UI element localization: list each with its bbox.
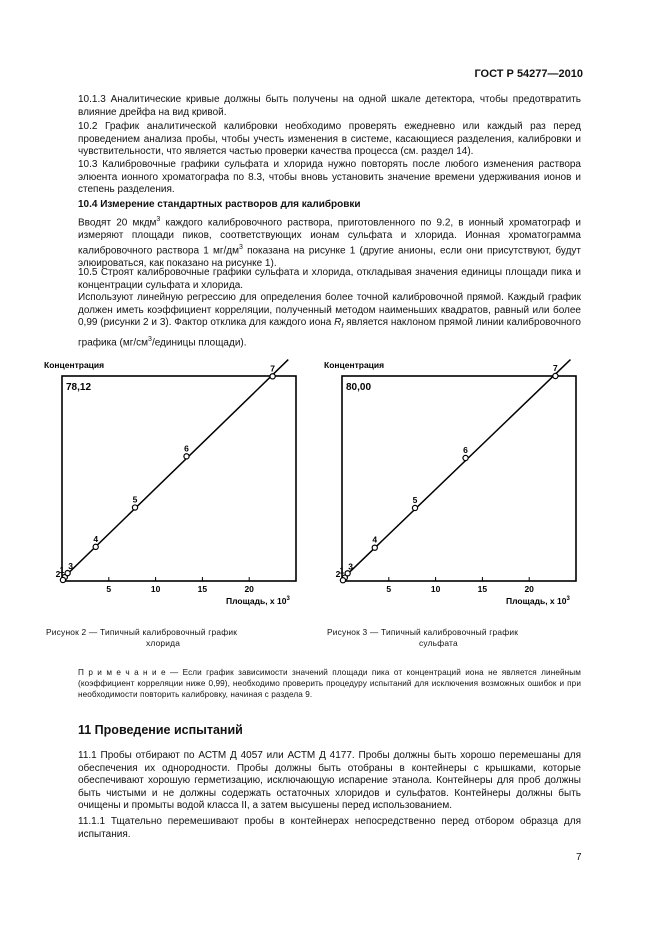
data-label-7: 7 [270, 363, 275, 374]
data-point-7 [553, 373, 558, 378]
paragraph-10-5: 10.5 Строят калибровочные графики сульфата и хлорида, откладывая значения единицы площади пика и концентрации сульфата и хлорида. [78, 267, 581, 291]
data-point-4 [372, 545, 377, 550]
paragraph-10-4: Вводят 20 мкдм$^3$ каждого калибровочного раствора, приготовленного по 9.2, в ионный хроматограф и измеряют площади пиков, соответствующих ионам сульфата и хлорида. Ионная хроматограмма калибровочного раствора 1 $мг/дм^3$ показана на рисунке 1 (другие анионы, если они присутствуют, будут элюироваться, как показано на рисунке 1). [78, 216, 581, 270]
data-label-2: 2 [335, 569, 341, 580]
x-tick-label: 5 [106, 584, 112, 594]
data-label-1: 1 [59, 565, 65, 576]
data-label-7: 7 [553, 363, 558, 373]
chart-sulfate-calibration [318, 356, 588, 616]
x-tick-label: 5 [386, 584, 392, 594]
data-label-5: 5 [412, 494, 418, 505]
plot-frame [342, 376, 576, 581]
data-point-6 [184, 454, 189, 459]
data-point-3 [345, 571, 350, 576]
x-axis-label: Площадь, x $10^3$ [226, 596, 290, 606]
paragraph-10-5-regression: Используют линейную регрессию для определения более точной калибровочной прямой. Каждый график должен иметь коэффициент корреляции, полученный методом наименьших квадратов, равный или более 0,99 (рисунки 2 и 3). Фактор отклика для каждого иона $R_f$ является наклоном прямой линии калибровочного графика ($мг/см^3$/единицы площади). [78, 292, 581, 348]
data-point-4 [93, 544, 98, 549]
document-header: ГОСТ Р 54277—2010 [474, 68, 583, 80]
data-point-7 [270, 374, 275, 379]
chart-chloride-calibration [38, 356, 308, 616]
data-point-2 [60, 577, 65, 582]
x-tick-label: 10 [150, 584, 161, 594]
paragraph-10-2: 10.2 График аналитической калибровки необходимо проверять ежедневно или каждый раз перед проведением анализа пробы, чтобы учесть изменения в системе, касающиеся разделения, калибровки и чувствительности, что является частью проверки качества процесса (см. раздел 14). [78, 121, 581, 157]
y-max-label: 80,00 [346, 382, 372, 393]
data-point-5 [412, 505, 417, 510]
page-number: 7 [576, 852, 582, 863]
paragraph-10-3: 10.3 Калибровочные графики сульфата и хлорида нужно повторять после любого изменения раствора элюента ионного хроматографа по 8.3, чтобы вновь установить значение времени удерживания ионов и степень разделения. [78, 159, 581, 195]
data-label-6: 6 [463, 445, 468, 455]
paragraph-10-1-3: 10.1.3 Аналитические кривые должны быть получены на одной шкале детектора, чтобы предотвратить влияние дрейфа на вид кривой. [78, 94, 581, 118]
plot-frame [62, 376, 296, 581]
y-axis-label: Концентрация [44, 360, 105, 370]
figure-2-caption: Рисунок 2 — Типичный калибровочный график хлорида [46, 627, 238, 648]
section-heading-10-4: 10.4 Измерение стандартных растворов для калибровки [78, 199, 361, 210]
y-axis-label: Концентрация [324, 360, 385, 370]
x-tick-label: 10 [430, 584, 441, 594]
x-tick-label: 15 [197, 584, 208, 594]
data-point-5 [132, 505, 137, 510]
x-tick-label: 15 [477, 584, 488, 594]
paragraph-11-1-1: 11.1.1 Тщательно перемешивают пробы в контейнерах непосредственно перед отбором образца для испытания. [78, 816, 581, 840]
data-point-3 [65, 571, 70, 576]
x-tick-label: 20 [524, 584, 534, 594]
data-label-3: 3 [348, 561, 353, 572]
note: П р и м е ч а н и е — Если график зависимости значений площади пика от концентраций иона не является линейным (коэффициент корреляции ниже 0,99), необходимо проверить процедуру испытаний для исключения возможных ошибок и при необходимости повторить калибровку, начиная с раздела 9. [78, 668, 581, 699]
data-point-2 [340, 578, 345, 583]
data-label-4: 4 [93, 533, 99, 544]
data-label-6: 6 [184, 443, 189, 454]
figure-3-caption: Рисунок 3 — Типичный калибровочный график сульфата [327, 627, 519, 648]
y-max-label: 78,12 [66, 382, 92, 393]
x-tick-label: 20 [244, 584, 254, 594]
data-label-3: 3 [68, 561, 73, 572]
data-label-1: 1 [339, 565, 345, 576]
data-point-6 [463, 455, 468, 460]
data-label-4: 4 [372, 534, 378, 545]
data-label-2: 2 [55, 568, 61, 579]
data-label-5: 5 [132, 494, 138, 505]
paragraph-11-1: 11.1 Пробы отбирают по АСТМ Д 4057 или АСТМ Д 4177. Пробы должны быть хорошо перемешаны для обеспечения их однородности. Пробы должны быть отобраны в контейнеры с крышками, которые обеспечивают хорошую герметизацию, исключающую испарение этанола. Контейнеры для проб должны быть чистыми и не должны содержать остаточных хлоридов и сульфатов. Контейнеры должны быть очищены и промыты водой класса II, а затем высушены перед использованием. [78, 750, 581, 811]
x-axis-label: Площадь, x $10^3$ [506, 596, 570, 606]
section-heading-11: 11 Проведение испытаний [78, 723, 243, 737]
